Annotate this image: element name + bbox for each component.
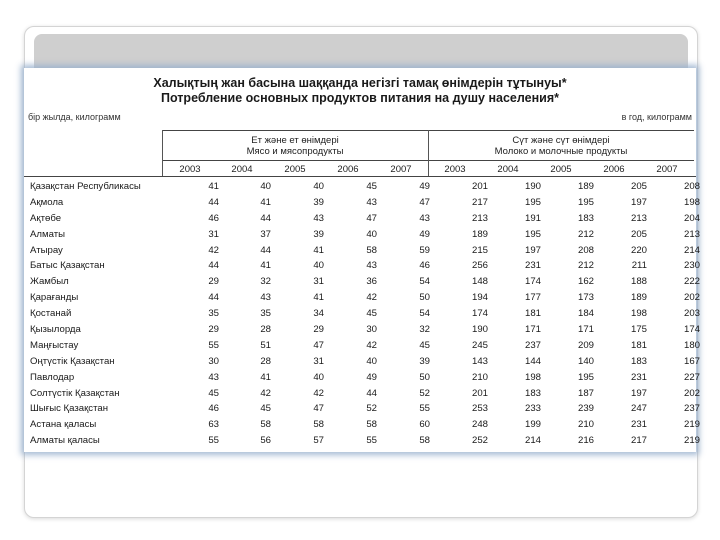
milk-value-cell: 248 xyxy=(471,419,488,431)
meat-value-cell: 40 xyxy=(313,371,324,383)
meat-year-header: 2005 xyxy=(284,164,306,175)
meat-value-cell: 40 xyxy=(313,260,324,272)
meat-value-cell: 45 xyxy=(208,387,219,399)
table-row xyxy=(24,418,700,434)
meat-value-cell: 58 xyxy=(260,419,271,431)
milk-value-cell: 205 xyxy=(630,228,647,240)
milk-value-cell: 198 xyxy=(683,196,700,208)
meat-value-cell: 49 xyxy=(419,181,430,192)
milk-value-cell: 208 xyxy=(577,244,594,256)
milk-value-cell: 181 xyxy=(630,339,647,351)
meat-value-cell: 39 xyxy=(419,355,430,367)
meat-value-cell: 34 xyxy=(313,308,324,320)
milk-value-cell: 174 xyxy=(471,308,488,320)
milk-value-cell: 214 xyxy=(683,244,700,256)
milk-value-cell: 177 xyxy=(524,292,541,304)
milk-value-cell: 233 xyxy=(524,403,541,415)
meat-value-cell: 55 xyxy=(366,435,377,447)
meat-value-cell: 30 xyxy=(366,324,377,336)
meat-value-cell: 44 xyxy=(208,292,219,304)
table-row xyxy=(24,228,700,244)
region-name: Солтүстік Қазақстан xyxy=(30,387,120,399)
table-row xyxy=(24,275,700,291)
milk-value-cell: 148 xyxy=(471,276,488,288)
meat-value-cell: 32 xyxy=(419,324,430,336)
meat-value-cell: 35 xyxy=(260,308,271,320)
meat-value-cell: 45 xyxy=(419,339,430,351)
milk-value-cell: 253 xyxy=(471,403,488,415)
milk-value-cell: 217 xyxy=(471,196,488,208)
meat-value-cell: 58 xyxy=(366,419,377,431)
milk-value-cell: 187 xyxy=(577,387,594,399)
group-meat-kazakh: Ет және ет өнімдері xyxy=(251,135,339,146)
region-name: Батыс Қазақстан xyxy=(30,260,105,272)
meat-value-cell: 36 xyxy=(366,276,377,288)
meat-value-cell: 43 xyxy=(313,212,324,224)
meat-value-cell: 37 xyxy=(260,228,271,240)
milk-value-cell: 211 xyxy=(631,260,647,272)
meat-value-cell: 43 xyxy=(366,260,377,272)
milk-value-cell: 191 xyxy=(524,212,541,224)
meat-value-cell: 28 xyxy=(260,324,271,336)
table-row xyxy=(24,196,700,212)
group-meat-russian: Мясо и мясопродукты xyxy=(246,146,344,157)
milk-value-cell: 183 xyxy=(577,212,594,224)
meat-value-cell: 40 xyxy=(260,181,271,192)
milk-value-cell: 189 xyxy=(471,228,488,240)
meat-value-cell: 42 xyxy=(208,244,219,256)
milk-value-cell: 188 xyxy=(630,276,647,288)
milk-value-cell: 162 xyxy=(577,276,594,288)
region-name: Алматы xyxy=(30,228,66,240)
milk-value-cell: 231 xyxy=(630,371,647,383)
milk-value-cell: 184 xyxy=(577,308,594,320)
meat-value-cell: 42 xyxy=(313,387,324,399)
meat-value-cell: 47 xyxy=(419,196,430,208)
milk-value-cell: 227 xyxy=(683,371,700,383)
milk-value-cell: 198 xyxy=(524,371,541,383)
meat-value-cell: 44 xyxy=(260,244,271,256)
milk-year-header: 2003 xyxy=(444,164,466,175)
statistics-table-image xyxy=(24,68,700,452)
meat-value-cell: 29 xyxy=(208,324,219,336)
milk-value-cell: 171 xyxy=(524,324,541,336)
milk-value-cell: 213 xyxy=(683,228,700,240)
region-name: Павлодар xyxy=(30,371,75,383)
milk-value-cell: 167 xyxy=(683,355,700,367)
meat-value-cell: 43 xyxy=(208,371,219,383)
meat-value-cell: 29 xyxy=(208,276,219,288)
meat-value-cell: 59 xyxy=(419,244,430,256)
region-name: Атырау xyxy=(30,244,63,256)
milk-value-cell: 231 xyxy=(630,419,647,431)
milk-value-cell: 173 xyxy=(577,292,594,304)
meat-value-cell: 55 xyxy=(208,339,219,351)
table-row xyxy=(24,387,700,403)
milk-value-cell: 220 xyxy=(630,244,647,256)
group-milk-kazakh: Сүт және сүт өнімдері xyxy=(512,135,610,146)
milk-value-cell: 174 xyxy=(683,324,700,336)
milk-value-cell: 256 xyxy=(471,260,488,272)
meat-value-cell: 50 xyxy=(419,371,430,383)
group-milk-russian: Молоко и молочные продукты xyxy=(494,146,628,157)
table-title-russian: Потребление основных продуктов питания на душу населения* xyxy=(161,91,559,105)
milk-value-cell: 190 xyxy=(471,324,488,336)
milk-value-cell: 205 xyxy=(630,181,647,192)
milk-value-cell: 230 xyxy=(683,260,700,272)
meat-value-cell: 41 xyxy=(313,244,324,256)
milk-value-cell: 212 xyxy=(577,260,594,272)
meat-value-cell: 31 xyxy=(208,228,219,240)
milk-value-cell: 199 xyxy=(524,419,541,431)
table-row xyxy=(24,212,700,228)
meat-value-cell: 32 xyxy=(260,276,271,288)
meat-value-cell: 45 xyxy=(260,403,271,415)
table-row xyxy=(24,355,700,371)
group-header-meat xyxy=(162,135,428,157)
meat-value-cell: 43 xyxy=(260,292,271,304)
milk-value-cell: 195 xyxy=(577,371,594,383)
meat-value-cell: 52 xyxy=(419,387,430,399)
meat-value-cell: 55 xyxy=(419,403,430,415)
milk-value-cell: 216 xyxy=(577,435,594,447)
meat-year-header: 2003 xyxy=(179,164,201,175)
milk-value-cell: 198 xyxy=(630,308,647,320)
meat-value-cell: 47 xyxy=(313,403,324,415)
meat-value-cell: 31 xyxy=(313,355,324,367)
meat-value-cell: 50 xyxy=(419,292,430,304)
milk-value-cell: 189 xyxy=(577,181,594,192)
region-name: Оңтүстік Қазақстан xyxy=(30,355,115,367)
milk-value-cell: 143 xyxy=(471,355,488,367)
table-row xyxy=(24,434,700,450)
milk-value-cell: 195 xyxy=(524,196,541,208)
meat-value-cell: 39 xyxy=(313,228,324,240)
milk-value-cell: 215 xyxy=(471,244,488,256)
table-row xyxy=(24,180,700,196)
region-name: Жамбыл xyxy=(30,276,69,288)
slide-header-bar xyxy=(34,34,688,68)
milk-value-cell: 252 xyxy=(471,435,488,447)
milk-value-cell: 237 xyxy=(524,339,541,351)
meat-value-cell: 42 xyxy=(366,339,377,351)
meat-value-cell: 31 xyxy=(313,276,324,288)
region-name: Алматы қаласы xyxy=(30,435,100,447)
milk-year-header: 2005 xyxy=(550,164,572,175)
meat-value-cell: 52 xyxy=(366,403,377,415)
region-name: Қостанай xyxy=(30,308,72,320)
milk-year-header: 2007 xyxy=(656,164,678,175)
milk-value-cell: 217 xyxy=(630,435,647,447)
meat-value-cell: 41 xyxy=(313,292,324,304)
milk-value-cell: 201 xyxy=(471,181,488,192)
table-row xyxy=(24,259,700,275)
milk-value-cell: 175 xyxy=(630,324,647,336)
meat-value-cell: 46 xyxy=(208,403,219,415)
region-name: Қызылорда xyxy=(30,324,81,336)
table-row xyxy=(24,402,700,418)
milk-value-cell: 212 xyxy=(577,228,594,240)
meat-value-cell: 42 xyxy=(260,387,271,399)
table-row xyxy=(24,323,700,339)
meat-value-cell: 29 xyxy=(313,324,324,336)
meat-value-cell: 39 xyxy=(313,196,324,208)
unit-label-kazakh: бір жылда, килограмм xyxy=(28,112,121,122)
region-name: Ақмола xyxy=(30,196,64,208)
milk-value-cell: 247 xyxy=(630,403,647,415)
milk-value-cell: 213 xyxy=(630,212,647,224)
meat-year-header: 2004 xyxy=(231,164,253,175)
meat-value-cell: 56 xyxy=(260,435,271,447)
milk-value-cell: 180 xyxy=(683,339,700,351)
milk-value-cell: 195 xyxy=(524,228,541,240)
milk-value-cell: 239 xyxy=(577,403,594,415)
meat-value-cell: 63 xyxy=(208,419,219,431)
milk-value-cell: 213 xyxy=(471,212,488,224)
milk-value-cell: 201 xyxy=(471,387,488,399)
meat-value-cell: 60 xyxy=(419,419,430,431)
milk-value-cell: 222 xyxy=(683,276,700,288)
milk-value-cell: 214 xyxy=(524,435,541,447)
meat-value-cell: 49 xyxy=(366,371,377,383)
milk-value-cell: 195 xyxy=(577,196,594,208)
meat-value-cell: 35 xyxy=(208,308,219,320)
meat-year-header: 2006 xyxy=(337,164,359,175)
meat-value-cell: 40 xyxy=(366,355,377,367)
region-name: Шығыс Қазақстан xyxy=(30,403,109,415)
meat-year-header: 2007 xyxy=(390,164,412,175)
milk-value-cell: 189 xyxy=(630,292,647,304)
meat-value-cell: 51 xyxy=(260,339,271,351)
milk-value-cell: 190 xyxy=(524,181,541,192)
meat-value-cell: 46 xyxy=(419,260,430,272)
table-row xyxy=(24,307,700,323)
meat-value-cell: 40 xyxy=(366,228,377,240)
meat-value-cell: 57 xyxy=(313,435,324,447)
meat-value-cell: 58 xyxy=(366,244,377,256)
table-row xyxy=(24,339,700,355)
unit-label-russian: в год, килограмм xyxy=(621,112,692,122)
group-header-milk xyxy=(428,135,694,157)
milk-value-cell: 183 xyxy=(524,387,541,399)
milk-value-cell: 171 xyxy=(577,324,594,336)
region-name: Қазақстан Республикасы xyxy=(30,181,141,192)
meat-value-cell: 47 xyxy=(366,212,377,224)
meat-value-cell: 42 xyxy=(366,292,377,304)
milk-value-cell: 140 xyxy=(577,355,594,367)
region-name: Астана қаласы xyxy=(30,419,97,431)
meat-value-cell: 49 xyxy=(419,228,430,240)
meat-value-cell: 55 xyxy=(208,435,219,447)
milk-value-cell: 181 xyxy=(524,308,541,320)
meat-value-cell: 41 xyxy=(208,181,219,192)
milk-value-cell: 197 xyxy=(630,196,647,208)
meat-value-cell: 28 xyxy=(260,355,271,367)
milk-value-cell: 209 xyxy=(577,339,594,351)
milk-value-cell: 231 xyxy=(524,260,541,272)
meat-value-cell: 54 xyxy=(419,276,430,288)
milk-year-header: 2006 xyxy=(603,164,625,175)
milk-value-cell: 203 xyxy=(683,308,700,320)
milk-value-cell: 210 xyxy=(577,419,594,431)
milk-year-header: 2004 xyxy=(497,164,519,175)
meat-value-cell: 44 xyxy=(260,212,271,224)
milk-value-cell: 208 xyxy=(683,181,700,192)
header-bottom-rule xyxy=(24,176,696,177)
table-row xyxy=(24,371,700,387)
meat-value-cell: 40 xyxy=(313,181,324,192)
milk-value-cell: 245 xyxy=(471,339,488,351)
meat-value-cell: 46 xyxy=(208,212,219,224)
milk-value-cell: 183 xyxy=(630,355,647,367)
milk-value-cell: 210 xyxy=(471,371,488,383)
meat-value-cell: 47 xyxy=(313,339,324,351)
meat-value-cell: 44 xyxy=(208,260,219,272)
milk-value-cell: 197 xyxy=(524,244,541,256)
region-name: Қарағанды xyxy=(30,292,79,304)
table-title-kazakh: Халықтың жан басына шаққанда негізгі тамақ өнімдерін тұтынуы* xyxy=(153,76,567,90)
meat-value-cell: 45 xyxy=(366,181,377,192)
meat-value-cell: 58 xyxy=(419,435,430,447)
meat-value-cell: 45 xyxy=(366,308,377,320)
meat-value-cell: 43 xyxy=(419,212,430,224)
meat-value-cell: 44 xyxy=(366,387,377,399)
meat-value-cell: 58 xyxy=(313,419,324,431)
meat-value-cell: 54 xyxy=(419,308,430,320)
region-name: Ақтөбе xyxy=(30,212,62,224)
meat-value-cell: 41 xyxy=(260,196,271,208)
milk-value-cell: 197 xyxy=(630,387,647,399)
meat-value-cell: 44 xyxy=(208,196,219,208)
meat-value-cell: 41 xyxy=(260,260,271,272)
table-row xyxy=(24,244,700,260)
milk-value-cell: 194 xyxy=(471,292,488,304)
milk-value-cell: 144 xyxy=(524,355,541,367)
meat-value-cell: 41 xyxy=(260,371,271,383)
meat-value-cell: 43 xyxy=(366,196,377,208)
milk-value-cell: 219 xyxy=(683,419,700,431)
meat-value-cell: 30 xyxy=(208,355,219,367)
milk-value-cell: 204 xyxy=(683,212,700,224)
milk-value-cell: 219 xyxy=(683,435,700,447)
milk-value-cell: 237 xyxy=(683,403,700,415)
table-row xyxy=(24,291,700,307)
milk-value-cell: 174 xyxy=(524,276,541,288)
table-body xyxy=(24,180,700,450)
region-name: Маңғыстау xyxy=(30,339,79,351)
milk-value-cell: 202 xyxy=(683,387,700,399)
milk-value-cell: 202 xyxy=(683,292,700,304)
